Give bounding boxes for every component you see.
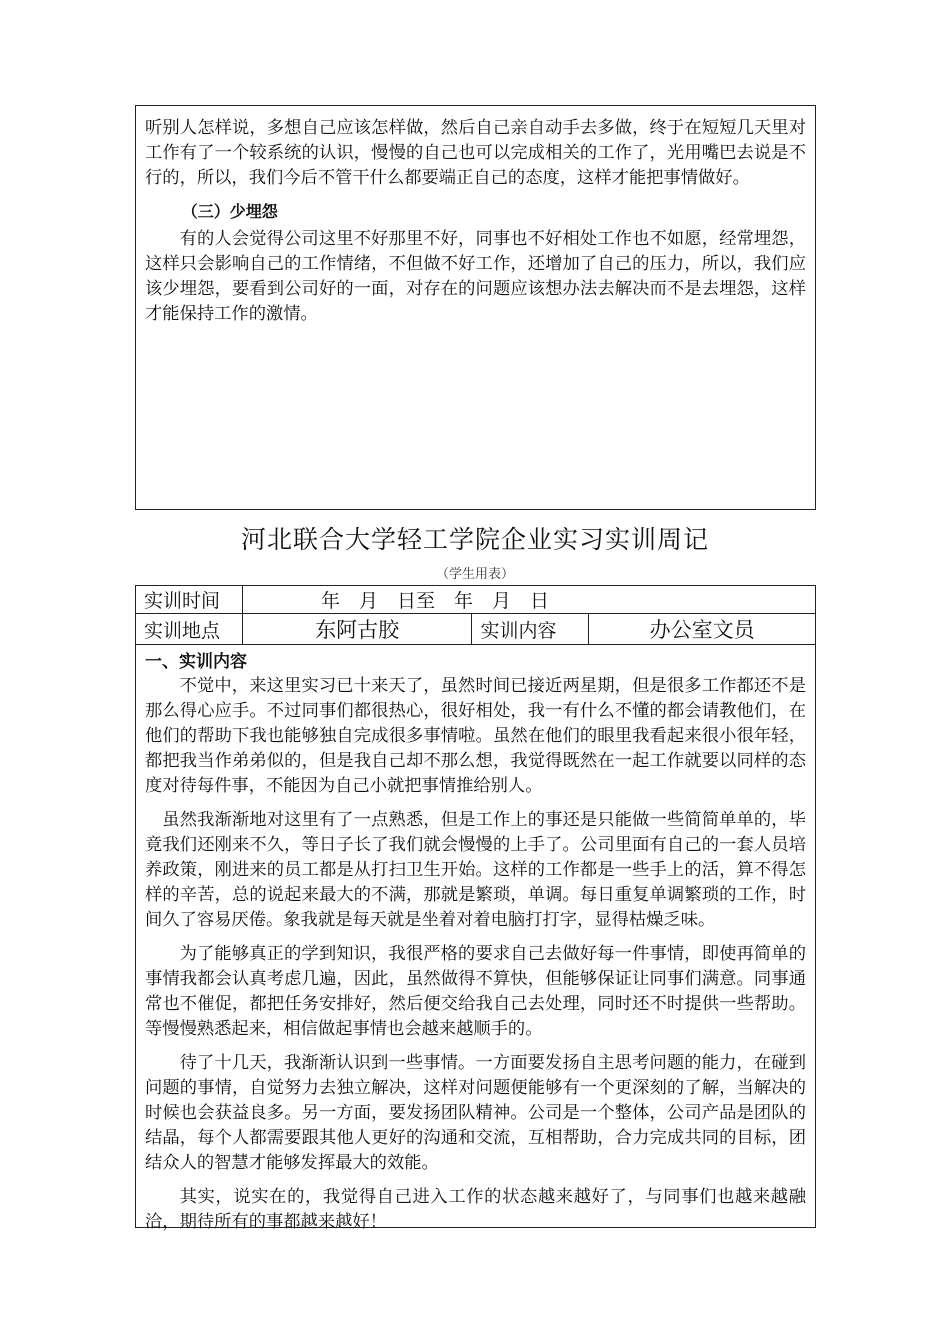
info-table	[135, 585, 816, 645]
section-title: 一、实训内容	[145, 652, 247, 672]
body-paragraph-1: 不觉中，来这里实习已十来天了，虽然时间已接近两星期，但是很多工作都还不是那么得心应手。不过同事们都很热心，很好相处，我一有什么不懂的都会请教他们，在他们的帮助下我也能够独自完成很多事情啦。虽然在他们的眼里我看起来很小很年轻，都把我当作弟弟似的，但是我自己却不那么想，我觉得既然在一起工作就要以同样的态度对待每件事，不能因为自己小就把事情推给别人。	[145, 676, 806, 796]
time-label: 实训时间	[136, 586, 243, 614]
form-subtitle: （学生用表）	[435, 567, 514, 582]
body-paragraph-2: 虽然我渐渐地对这里有了一点熟悉，但是工作上的事还是只能做一些简简单单的，毕竟我们还刚来不久，等日子长了我们就会慢慢的上手了。公司里面有自己的一套人员培养政策，刚进来的员工都是从打扫卫生开始。这样的工作都是一些手上的活，算不得怎样的辛苦，总的说起来最大的不满，那就是繁琐，单调。每日重复单调繁琐的工作，时间久了容易厌倦。象我就是每天就是坐着对着电脑打打字，显得枯燥乏味。	[145, 810, 806, 930]
prev-paragraph-1: 听别人怎样说，多想自己应该怎样做，然后自己亲自动手去多做，终于在短短几天里对工作有了一个较系统的认识，慢慢的自己也可以完成相关的工作了，光用嘴巴去说是不行的，所以，我们今后不管干什么都要端正自己的态度，这样才能把事情做好。	[145, 118, 806, 188]
training-content-box	[135, 641, 816, 1232]
time-row	[136, 586, 816, 614]
previous-page-content-box	[135, 105, 816, 510]
content-label: 实训内容	[472, 614, 589, 645]
body-paragraph-3: 为了能够真正的学到知识，我很严格的要求自己去做好每一件事情，即使再简单的事情我都会认真考虑几遍，因此，虽然做得不算快，但能够保证让同事们满意。同事通常也不催促，都把任务安排好，然后便交给我自己去处理，同时还不时提供一些帮助。等慢慢熟悉起来，相信做起事情也会越来越顺手的。	[145, 944, 806, 1039]
form-title: 河北联合大学轻工学院企业实习实训周记	[240, 525, 709, 554]
place-value: 东阿古胶	[242, 614, 472, 645]
body-paragraph-4: 待了十几天，我渐渐认识到一些事情。一方面要发扬自主思考问题的能力，在碰到问题的事情，自觉努力去独立解决，这样对问题便能够有一个更深刻的了解，当解决的时候也会获益良多。另一方面，要发扬团队精神。公司是一个整体，公司产品是团队的结晶，每个人都需要跟其他人更好的沟通和交流，互相帮助，合力完成共同的目标，团结众人的智慧才能够发挥最大的效能。	[145, 1053, 806, 1173]
place-label: 实训地点	[136, 614, 243, 645]
time-value: 年 月 日至 年 月 日	[242, 586, 815, 614]
subheading-less-complaining: （三）少埋怨	[181, 202, 278, 221]
place-row	[136, 614, 816, 645]
body-paragraph-5: 其实，说实在的，我觉得自己进入工作的状态越来越好了，与同事们也越来越融洽，期待所有的事都越来越好！	[145, 1187, 806, 1232]
prev-paragraph-2: 有的人会觉得公司这里不好那里不好，同事也不好相处工作也不如愿，经常埋怨，这样只会影响自己的工作情绪，不但做不好工作，还增加了自己的压力，所以，我们应该少埋怨，要看到公司好的一面，对存在的问题应该想办法去解决而不是去埋怨，这样才能保持工作的激情。	[145, 229, 806, 324]
content-value: 办公室文员	[589, 614, 816, 645]
